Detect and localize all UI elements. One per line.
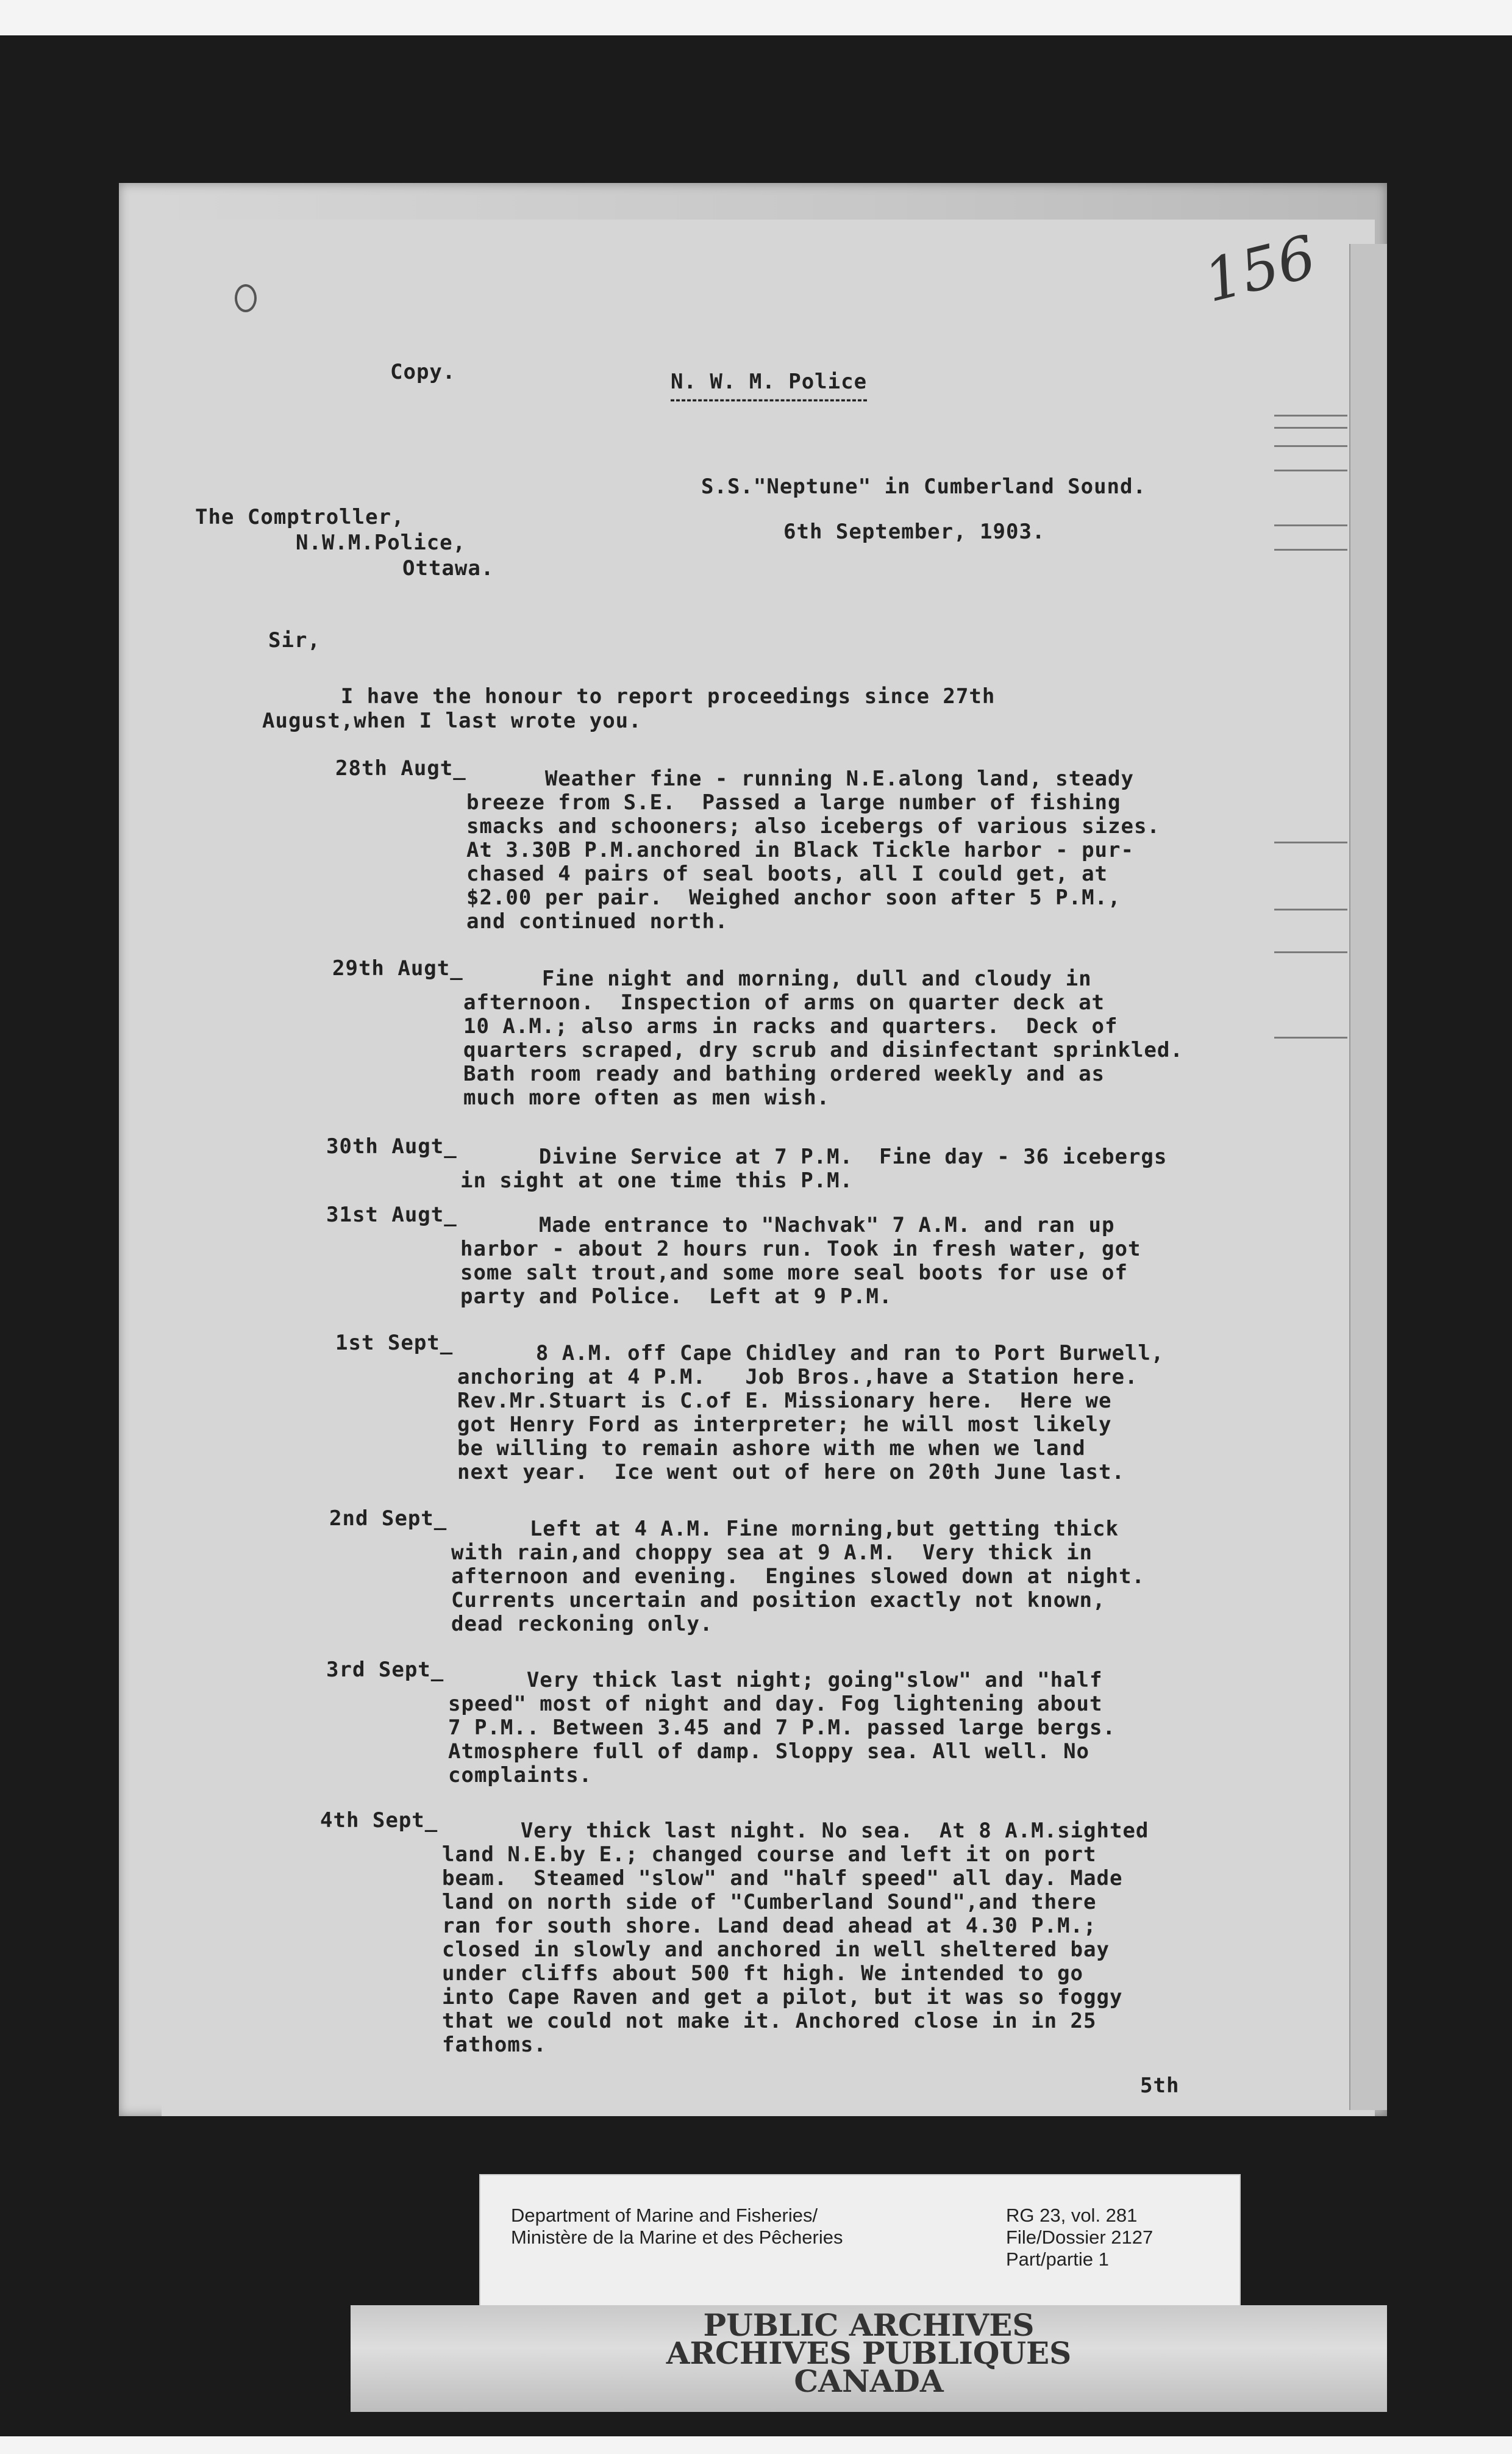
copy-label: Copy. <box>390 360 456 384</box>
entry-text: Very thick last night. No sea. At 8 A.M.sighted land N.E.by E.; changed course and left it on port beam. Steamed "slow" and "half speed" all day. Made land on north side of "Cumberland Sound",and there ran for south shore. Land dead ahead at 4.30 P.M.; closed in slowly and anchored in well sheltered bay under cliffs about 500 ft high. We intended to go into Cape Raven and get a pilot, but it was so foggy that we could not make it. Anchored close in in 25 fathoms. <box>442 1819 1149 2057</box>
entry-date: 3rd Sept_ <box>326 1658 444 1682</box>
recipient-line: The Comptroller, <box>195 505 405 529</box>
entry-date: 29th Augt_ <box>332 956 463 981</box>
top-border <box>0 0 1512 35</box>
file-number: File/Dossier 2127 <box>1006 2227 1154 2248</box>
stamp-line: PUBLIC ARCHIVES <box>703 2307 1035 2343</box>
public-archives-stamp <box>351 2305 1387 2412</box>
department-english: Department of Marine and Fisheries/ <box>511 2205 818 2226</box>
recipient-line: N.W.M.Police, <box>296 531 466 555</box>
entry-date: 31st Augt_ <box>326 1203 457 1227</box>
part-number: Part/partie 1 <box>1006 2248 1109 2270</box>
edge-rule <box>1274 415 1347 417</box>
stamp-line: CANADA <box>794 2363 944 2399</box>
recipient-line: Ottawa. <box>402 556 494 581</box>
entry-text: Left at 4 A.M. Fine morning,but getting thick with rain,and choppy sea at 9 A.M. Very thick in afternoon and evening. Engines slowed down at night. Currents uncertain and position exactly not known, dead reckoning only. <box>451 1517 1145 1636</box>
edge-rule <box>1274 909 1347 910</box>
intro-paragraph: I have the honour to report proceedings since 27th August,when I last wrote you. <box>262 684 996 733</box>
archive-reference-label <box>479 2174 1241 2312</box>
edge-rule <box>1274 1037 1347 1039</box>
edge-rule <box>1274 842 1347 843</box>
entry-date: 4th Sept_ <box>320 1808 438 1833</box>
entry-date: 28th Augt_ <box>335 756 466 781</box>
entry-date: 1st Sept_ <box>335 1331 454 1355</box>
document-page <box>119 183 1387 2116</box>
entry-text: Very thick last night; going"slow" and "half speed" most of night and day. Fog lightening about 7 P.M.. Between 3.45 and 7 P.M. passed large bergs. Atmosphere full of damp. Sloppy sea. All well. No complaints. <box>448 1668 1116 1787</box>
letter-date: 6th September, 1903. <box>783 520 1046 544</box>
edge-rule <box>1274 427 1347 429</box>
edge-rule <box>1274 470 1347 471</box>
stamp-line: ARCHIVES PUBLIQUES <box>666 2335 1072 2371</box>
catchword: 5th <box>1140 2073 1180 2098</box>
letter-heading: N. W. M. Police <box>671 370 868 394</box>
edge-rule <box>1274 549 1347 551</box>
entry-text: 8 A.M. off Cape Chidley and ran to Port Burwell, anchoring at 4 P.M. Job Bros.,have a Station here. Rev.Mr.Stuart is C.of E. Missionary here. Here we got Henry Ford as interpreter; he will most likely be willing to remain ashore with me when we land next year. Ice went out of here on 20th June last. <box>457 1341 1164 1484</box>
letter-place: S.S."Neptune" in Cumberland Sound. <box>701 474 1146 499</box>
record-group: RG 23, vol. 281 <box>1006 2205 1138 2226</box>
edge-rule <box>1274 445 1347 447</box>
entry-text: Weather fine - running N.E.along land, steady breeze from S.E. Passed a large number of fishing smacks and schooners; also icebergs of various sizes. At 3.30B P.M.anchored in Black Tickle harbor - pur- chased 4 pairs of seal boots, all I could get, at $2.00 per pair. Weighed anchor soon after 5 P.M., and continued north. <box>466 767 1160 934</box>
salutation: Sir, <box>268 628 321 653</box>
edge-rule <box>1274 951 1347 953</box>
entry-text: Fine night and morning, dull and cloudy in afternoon. Inspection of arms on quarter deck at 10 A.M.; also arms in racks and quarters. Deck of quarters scraped, dry scrub and disinfectant sprinkled. Bath room ready and bathing ordered weekly and as much more often as men wish. <box>463 967 1183 1110</box>
department-french: Ministère de la Marine et des Pêcheries <box>511 2227 843 2248</box>
folio-number: 156 <box>1197 222 1323 316</box>
entry-date: 30th Augt_ <box>326 1134 457 1159</box>
punch-hole <box>235 284 257 312</box>
bottom-border <box>0 2436 1512 2454</box>
entry-text: Made entrance to "Nachvak" 7 A.M. and ran up harbor - about 2 hours run. Took in fresh water, got some salt trout,and some more seal boots for use of party and Police. Left at 9 P.M. <box>460 1213 1141 1309</box>
edge-rule <box>1274 524 1347 526</box>
entry-date: 2nd Sept_ <box>329 1506 448 1531</box>
page-edge <box>1349 244 1387 2110</box>
entry-text: Divine Service at 7 P.M. Fine day - 36 icebergs in sight at one time this P.M. <box>460 1145 1168 1193</box>
